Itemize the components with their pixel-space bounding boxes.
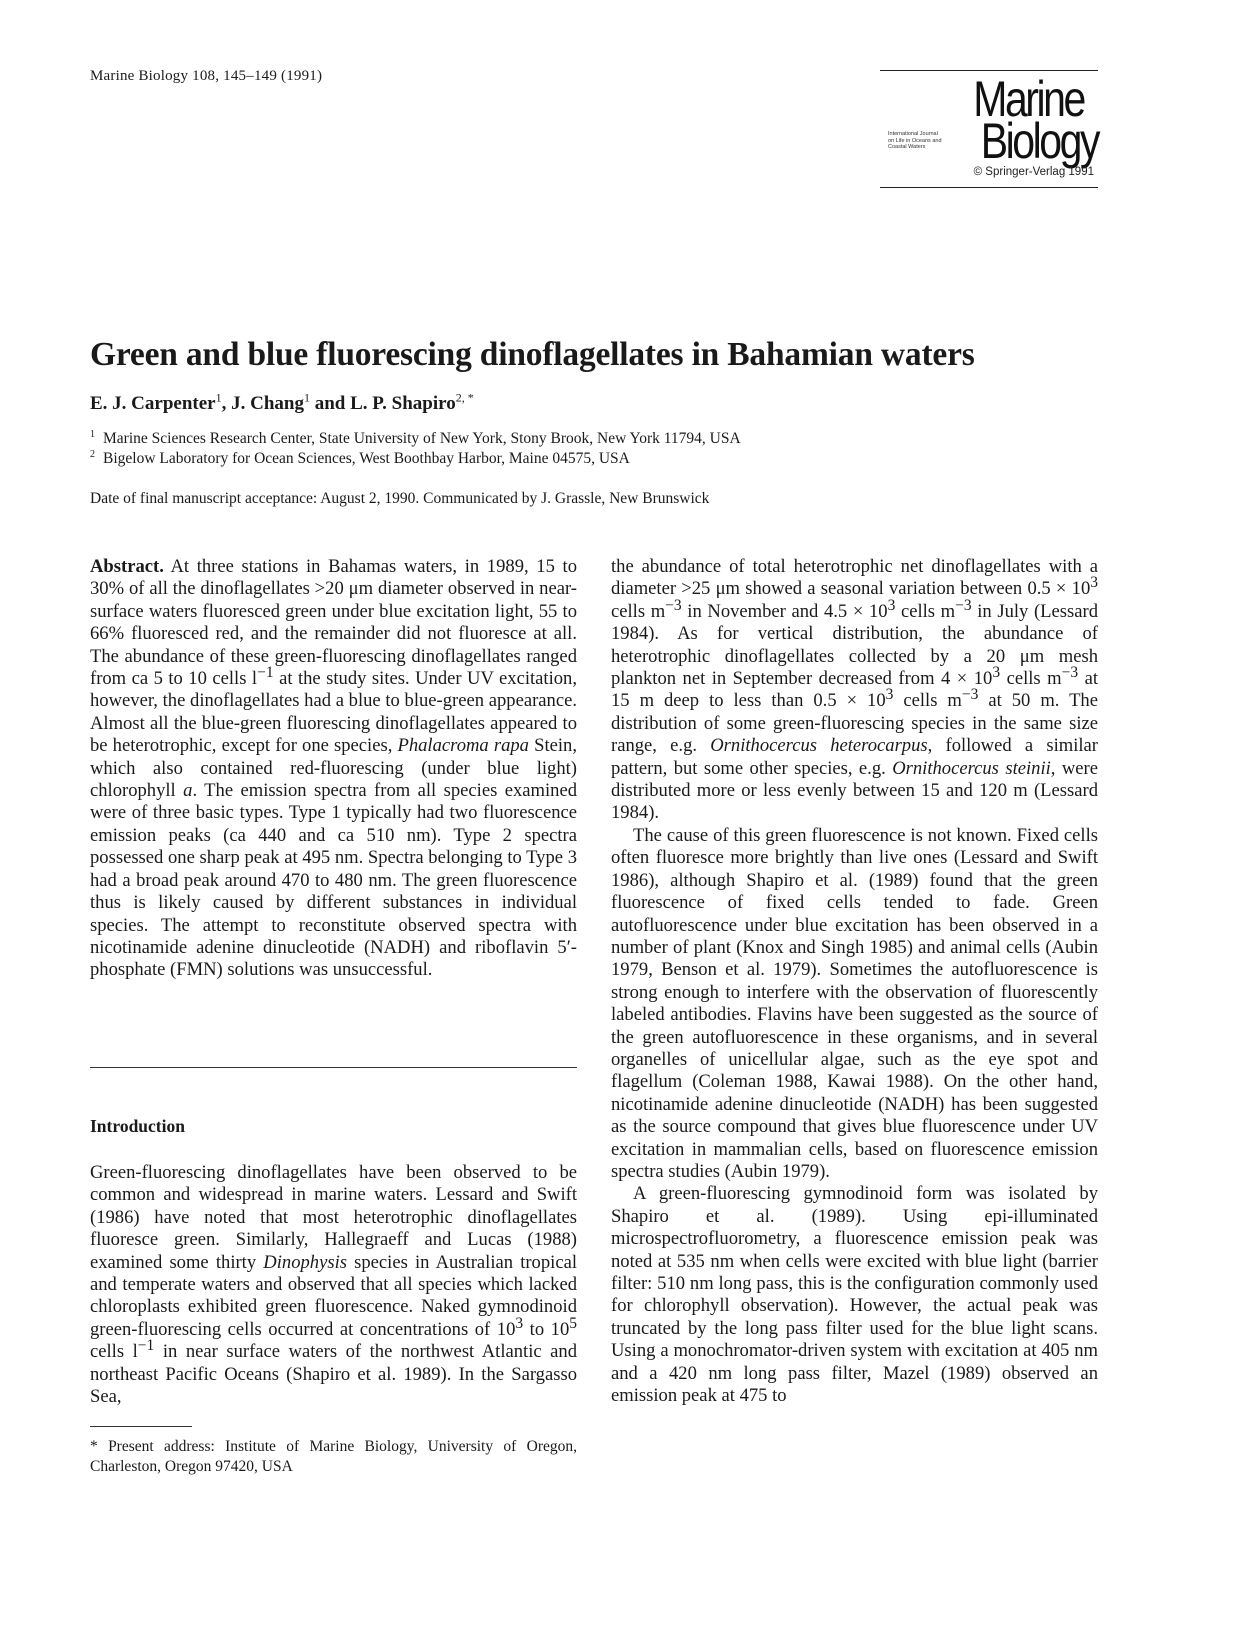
logo-word-marine: Marine bbox=[973, 71, 1084, 127]
author-name: E. J. Carpenter bbox=[90, 393, 216, 414]
superscript: 3 bbox=[885, 686, 894, 704]
author-name: L. P. Shapiro bbox=[350, 393, 456, 414]
introduction-paragraph bbox=[90, 1162, 577, 1408]
body-text: in near surface waters of the northwest Atlantic and northeast Pacific Oceans (Shapiro et al. 1989). In the Sargasso Sea, bbox=[90, 1341, 577, 1408]
species-name: Phalacroma rapa bbox=[397, 735, 529, 757]
body-text: Green-fluorescing dinoflagellates have been observed to be common and widespread in marine waters. Lessard and Swift (1986) have noted that most heterotrophic dinoflagellates fluoresce green. Similarly, Hallegraeff and Lucas (1988) examined some thirty bbox=[90, 1162, 577, 1273]
author-separator: and bbox=[309, 393, 351, 414]
superscript: 5 bbox=[569, 1314, 578, 1332]
affiliation-number: 2 bbox=[90, 448, 95, 460]
body-text: the abundance of total heterotrophic net dinoflagellates with a diameter >25 μm showed a seasonal variation between 0.5 × 10 bbox=[611, 556, 1098, 600]
affiliation-text: Marine Sciences Research Center, State University of New York, Stony Brook, New York 11794, USA bbox=[103, 430, 741, 447]
chlorophyll-label: a bbox=[183, 780, 193, 802]
superscript: 3 bbox=[887, 596, 896, 614]
body-text: to 10 bbox=[523, 1318, 570, 1340]
affiliation-text: Bigelow Laboratory for Ocean Sciences, West Boothbay Harbor, Maine 04575, USA bbox=[103, 450, 630, 467]
logo-word-biology: Biology bbox=[980, 113, 1098, 169]
superscript: −1 bbox=[137, 1337, 155, 1355]
body-text: cells m bbox=[893, 690, 962, 712]
logo-tagline: International Journal on Life in Oceans and Coastal Waters bbox=[888, 131, 942, 150]
right-column-body bbox=[611, 556, 1098, 1407]
body-paragraph: A green-fluorescing gymnodinoid form was isolated by Shapiro et al. (1989). Using epi-illuminated microspectrofluorometry, a fluorescence emission peak was noted at 535 nm when cells were excited with blue light (barrier filter: 510 nm long pass, this is the configuration commonly used for chlorophyll observation). However, the actual peak was truncated by the long pass filter used for the blue light scans. Using a monochromator-driven system with excitation at 405 nm and a 420 nm long pass filter, Mazel (1989) observed an emission peak at 475 to bbox=[611, 1183, 1098, 1407]
author-name: J. Chang bbox=[231, 393, 304, 414]
abstract bbox=[90, 556, 577, 982]
species-name: Ornithocercus steinii bbox=[892, 757, 1051, 779]
abstract-text: Stein, which also contained red-fluorescing (under blue light) chlorophyll bbox=[90, 735, 577, 802]
affiliation-number: 1 bbox=[90, 428, 95, 440]
body-text: cells m bbox=[611, 600, 666, 622]
superscript: 3 bbox=[1090, 574, 1098, 592]
author-affiliation-mark: 1 bbox=[303, 390, 310, 405]
introduction-body bbox=[90, 1162, 577, 1408]
superscript: −3 bbox=[955, 596, 972, 614]
journal-logo bbox=[880, 70, 1098, 188]
affiliation-2 bbox=[90, 450, 630, 468]
author-separator: , bbox=[221, 393, 232, 414]
logo-copyright: © Springer-Verlag 1991 bbox=[973, 166, 1094, 178]
body-text: species in Australian tropical and temperate waters and observed that all species which lacked chloroplasts exhibited green fluorescence. Naked gymnodinoid green-fluorescing cells occurred at concentrations of 10 bbox=[90, 1251, 577, 1340]
superscript: 3 bbox=[992, 663, 1001, 681]
journal-reference: Marine Biology 108, 145–149 (1991) bbox=[90, 68, 323, 84]
superscript: 3 bbox=[515, 1314, 524, 1332]
section-heading-introduction: Introduction bbox=[90, 1116, 185, 1136]
body-text: cells l bbox=[90, 1341, 138, 1363]
abstract-text: At three stations in Bahamas waters, in 1989, 15 to 30% of all the dinoflagellates >20 μm diameter observed in near-surface waters fluoresced green under blue excitation light, 55 to 66% fluoresced red, and the remainder did not fluoresce at all. The abundance of these green-fluorescing dinoflagellates ranged from ca 5 to 10 cells l bbox=[90, 556, 577, 690]
abstract-separator-rule bbox=[90, 1067, 577, 1068]
body-text: in November and 4.5 × 10 bbox=[681, 600, 888, 622]
species-name: Ornithocercus heterocarpus bbox=[710, 735, 928, 757]
abstract-paragraph bbox=[90, 556, 577, 982]
logo-bottom-rule bbox=[880, 187, 1098, 188]
superscript: −3 bbox=[961, 686, 979, 704]
body-text: cells m bbox=[1000, 668, 1062, 690]
body-text: in July (Lessard 1984). As for vertical distribution, the abundance of heterotrophic dinoflagellates collected by a 20 μm mesh plankton net in September decreased from 4 × 10 bbox=[611, 600, 1098, 690]
body-text: cells m bbox=[895, 600, 956, 622]
superscript: −1 bbox=[257, 663, 274, 681]
abstract-text: at the study sites. Under UV excitation, however, the dinoflagellates had a blue to blue-green appearance. Almost all the blue-green fluorescing dinoflagellates appeared to be heterotrophic, except for one species, bbox=[90, 668, 577, 757]
body-text: at 15 m deep to less than 0.5 × 10 bbox=[611, 668, 1098, 712]
superscript: −3 bbox=[665, 596, 682, 614]
affiliation-1 bbox=[90, 430, 741, 448]
footnote: * Present address: Institute of Marine Biology, University of Oregon, Charleston, Oregon 97420, USA bbox=[90, 1438, 577, 1475]
author-affiliation-mark: 2, * bbox=[455, 390, 474, 405]
author-affiliation-mark: 1 bbox=[215, 390, 222, 405]
body-paragraph bbox=[611, 556, 1098, 825]
article-title: Green and blue fluorescing dinoflagellates in Bahamian waters bbox=[90, 336, 975, 373]
genus-name: Dinophysis bbox=[263, 1251, 347, 1273]
abstract-label: Abstract. bbox=[90, 556, 164, 577]
author-list bbox=[90, 390, 474, 415]
body-paragraph: The cause of this green fluorescence is not known. Fixed cells often fluoresce more brightly than live ones (Lessard and Swift 1986), although Shapiro et al. (1989) found that the green fluorescence of fixed cells tended to fade. Green autofluorescence under blue excitation has been observed in a number of plant (Knox and Singh 1985) and animal cells (Aubin 1979, Benson et al. 1979). Sometimes the autofluorescence is strong enough to interfere with the observation of fluorescently labeled antibodies. Flavins have been suggested as the source of the green autofluorescence in these organisms, and in several organelles of unicellular algae, such as the eye spot and flagellum (Coleman 1988, Kawai 1988). On the other hand, nicotinamide adenine dinucleotide (NADH) has been suggested as the source compound that gives blue fluorescence under UV excitation in mammalian cells, based on fluorescence emission spectra studies (Aubin 1979). bbox=[611, 824, 1098, 1182]
body-text: at 50 m. The distribution of some green-fluorescing species in the same size range, e.g. bbox=[611, 690, 1098, 757]
superscript: −3 bbox=[1061, 663, 1079, 681]
footnote-rule bbox=[90, 1426, 192, 1427]
abstract-text: . The emission spectra from all species examined were of three basic types. Type 1 typically had two fluorescence emission peaks (ca 440 and ca 510 nm). Type 2 spectra possessed one sharp peak at 495 nm. Spectra belonging to Type 3 had a broad peak around 470 to 480 nm. The green fluorescence thus is likely caused by different substances in individual species. The attempt to reconstitute observed spectra with nicotinamide adenine dinucleotide (NADH) and riboflavin 5′-phosphate (FMN) solutions was unsuccessful. bbox=[90, 780, 577, 981]
body-text: , followed a similar pattern, but some other species, e.g. bbox=[611, 735, 1098, 779]
acceptance-date: Date of final manuscript acceptance: August 2, 1990. Communicated by J. Grassle, New Brunswick bbox=[90, 490, 710, 507]
body-text: , were distributed more or less evenly between 15 and 120 m (Lessard 1984). bbox=[611, 757, 1098, 824]
